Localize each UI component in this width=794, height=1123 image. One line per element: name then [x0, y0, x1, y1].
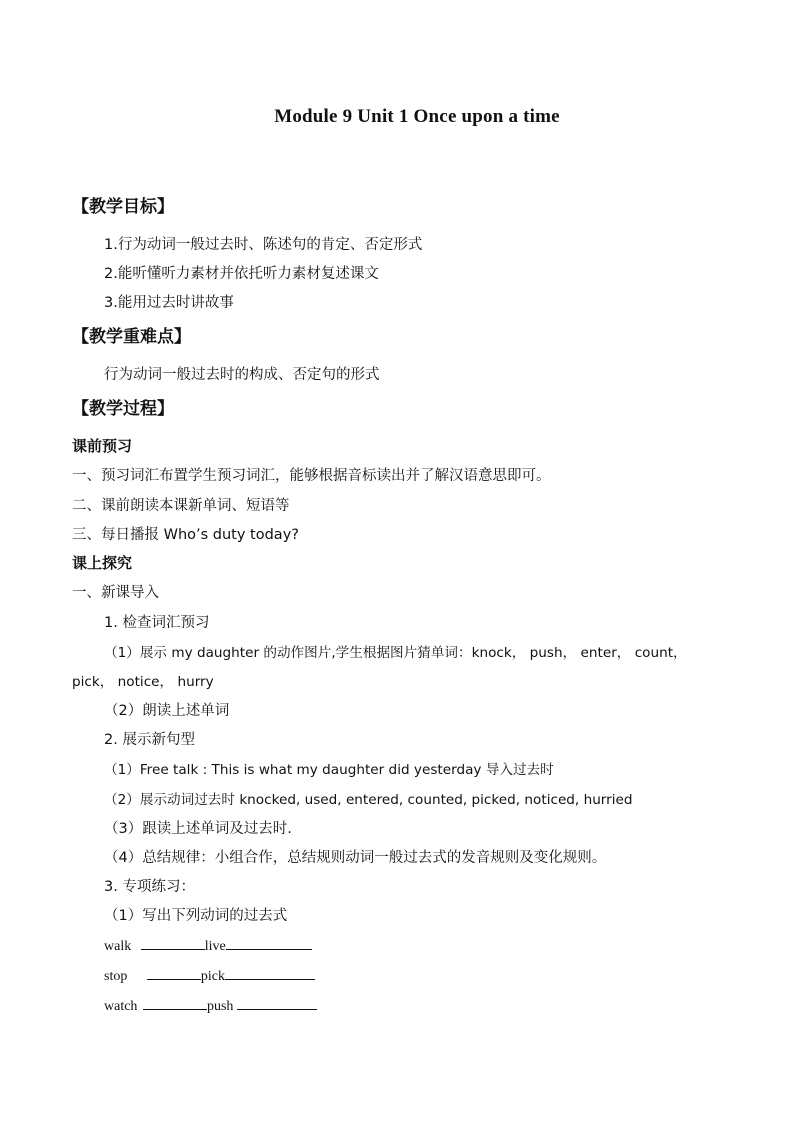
class-heading: 课上探究: [72, 554, 133, 572]
step2-item-a: （1）Free talk : This is what my daughter did yesterday 导入过去时: [104, 762, 554, 778]
step1-heading: 1. 检查词汇预习: [104, 615, 210, 631]
step1-item-b: （2）朗读上述单词: [104, 703, 230, 719]
answer-blank[interactable]: [143, 995, 207, 1010]
step2-item-b: （2）展示动词过去时 knocked, used, entered, counted, picked, noticed, hurried: [104, 792, 633, 808]
exercise-word: live: [204, 939, 226, 954]
page-title: Module 9 Unit 1 Once upon a time: [274, 106, 560, 127]
step2-heading: 2. 展示新句型: [104, 732, 195, 748]
step2-item-c: （3）跟读上述单词及过去时.: [104, 821, 292, 837]
key-points-text: 行为动词一般过去时的构成、否定句的形式: [104, 367, 380, 383]
objective-item-1: 1.行为动词一般过去时、陈述句的肯定、否定形式: [104, 237, 423, 253]
exercise-row: [104, 995, 317, 1015]
exercise-row: [104, 965, 315, 985]
step3-item-a: （1）写出下列动词的过去式: [104, 908, 288, 924]
exercise-word: walk: [104, 939, 132, 954]
preview-item-1: 一、预习词汇布置学生预习词汇，能够根据音标读出并了解汉语意思即可。: [72, 468, 551, 484]
key-points-heading: 【教学重难点】: [72, 327, 191, 347]
step1-item-a-line2: pick， notice， hurry: [72, 674, 214, 690]
step1-item-a-line1: （1）展示 my daughter 的动作图片,学生根据图片猜单词：knock， push， enter， count，: [104, 645, 687, 661]
answer-blank[interactable]: [237, 995, 317, 1010]
exercise-word: watch: [104, 999, 138, 1014]
objectives-heading: 【教学目标】: [72, 197, 174, 217]
preview-item-2: 二、课前朗读本课新单词、短语等: [72, 498, 290, 514]
exercise-row: [104, 935, 312, 955]
class-intro: 一、新课导入: [72, 585, 159, 601]
preview-heading: 课前预习: [72, 437, 133, 455]
answer-blank[interactable]: [141, 935, 205, 950]
answer-blank[interactable]: [147, 965, 201, 980]
exercise-word: push: [206, 999, 234, 1014]
exercise-word: pick: [200, 969, 225, 984]
process-heading: 【教学过程】: [72, 399, 174, 419]
preview-item-3: 三、每日播报 Who’s duty today?: [72, 527, 299, 543]
exercise-word: stop: [104, 969, 128, 984]
step3-heading: 3. 专项练习：: [104, 879, 195, 895]
answer-blank[interactable]: [225, 965, 315, 980]
step2-item-d: （4）总结规律：小组合作，总结规则动词一般过去式的发音规则及变化规则。: [104, 850, 607, 866]
objective-item-2: 2.能听懂听力素材并依托听力素材复述课文: [104, 266, 379, 282]
objective-item-3: 3.能用过去时讲故事: [104, 295, 234, 311]
answer-blank[interactable]: [226, 935, 312, 950]
